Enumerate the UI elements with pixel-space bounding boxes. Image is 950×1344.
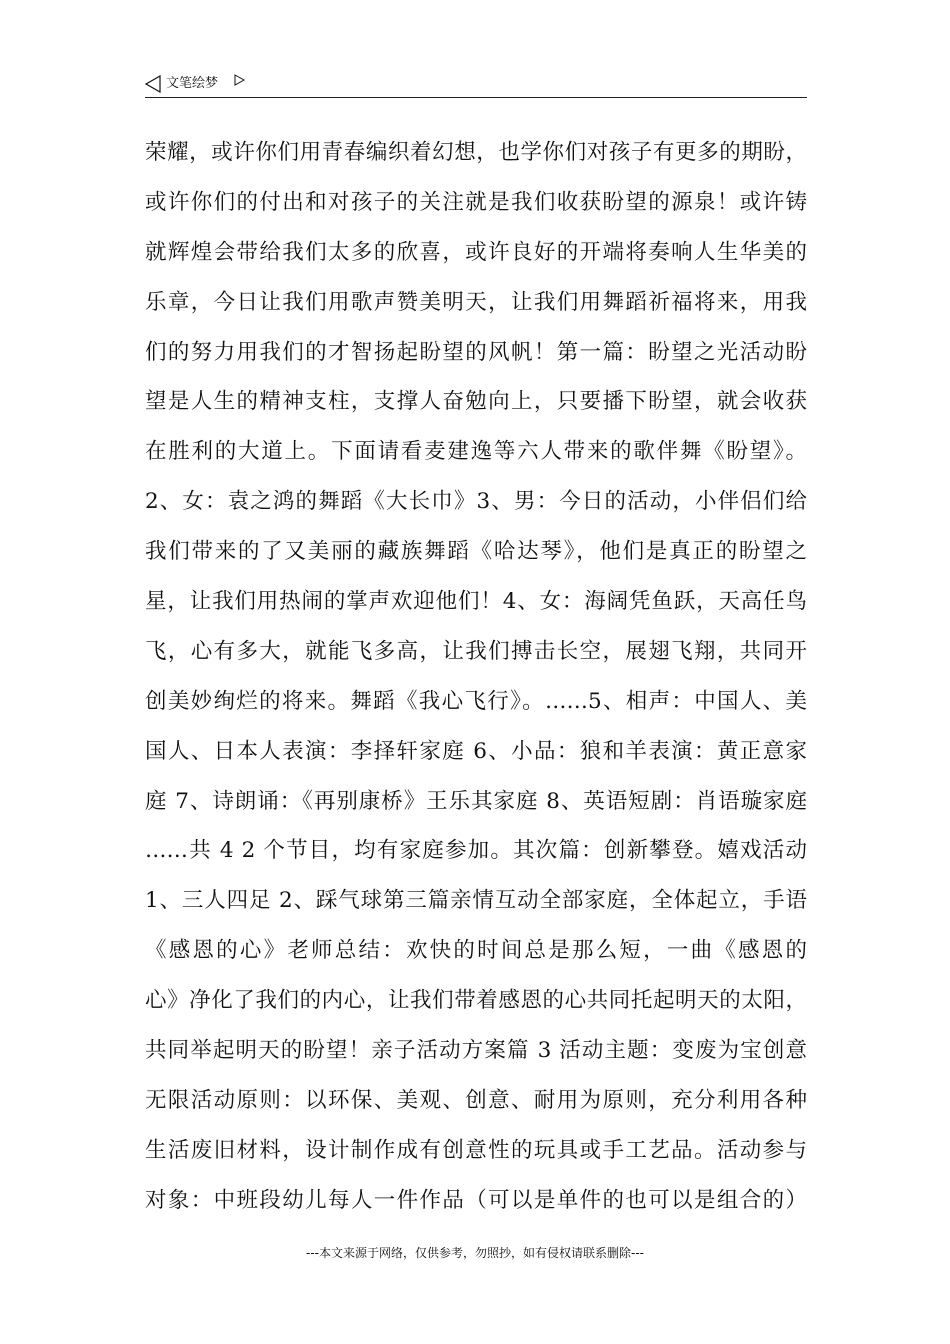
body-line: 《感恩的心》老师总结：欢快的时间总是那么短，一曲《感恩的 — [145, 938, 807, 964]
body-line: 荣耀，或许你们用青春编织着幻想，也学你们对孩子有更多的期盼， — [145, 140, 807, 165]
body-line: ……共 4 2 个节目，均有家庭参加。其次篇：创新攀登。嬉戏活动 — [145, 838, 807, 864]
body-line: 星，让我们用热闹的掌声欢迎他们！4、女：海阔凭鱼跃，天高任鸟 — [145, 589, 807, 615]
body-line: 2、女：袁之鸿的舞蹈《大长巾》3、男：今日的活动，小伴侣们给 — [145, 489, 807, 515]
body-line: 我们带来的了又美丽的藏族舞蹈《哈达琴》，他们是真正的盼望之 — [145, 539, 807, 565]
body-line: 乐章，今日让我们用歌声赞美明天，让我们用舞蹈祈福将来，用我 — [145, 289, 807, 315]
page-footer: ---本文来源于网络，仅供参考，勿照抄，如有侵权请联系删除--- — [306, 1246, 644, 1260]
body-line: 就辉煌会带给我们太多的欣喜，或许良好的开端将奏响人生华美的 — [145, 239, 807, 265]
body-line: 国人、日本人表演：李择轩家庭 6、小品：狼和羊表演：黄正意家 — [145, 738, 807, 764]
header-title: 文笔绘梦 — [166, 76, 219, 91]
body-line: 生活废旧材料，设计制作成有创意性的玩具或手工艺品。活动参与 — [145, 1137, 807, 1163]
body-line: 飞，心有多大，就能飞多高，让我们搏击长空，展翅飞翔，共同开 — [145, 638, 807, 664]
triangle-right-icon — [234, 74, 245, 86]
document-body — [145, 128, 807, 1226]
body-line: 或许你们的付出和对孩子的关注就是我们收获盼望的源泉！或许铸 — [145, 189, 807, 215]
body-line: 共同举起明天的盼望！亲子活动方案篇 3 活动主题：变废为宝创意 — [145, 1038, 807, 1064]
header-divider — [145, 97, 807, 98]
body-line: 庭 7、诗朗诵：《再别康桥》王乐其家庭 8、英语短剧：肖语璇家庭 — [145, 788, 807, 814]
body-line: 创美妙绚烂的将来。舞蹈《我心飞行》。……5、相声：中国人、美 — [145, 688, 807, 714]
body-line: 心》净化了我们的内心，让我们带着感恩的心共同托起明天的太阳， — [145, 988, 807, 1014]
body-line: 们的努力用我们的才智扬起盼望的风帆！第一篇：盼望之光活动盼 — [145, 339, 807, 365]
page-header — [145, 72, 807, 98]
body-line: 无限活动原则：以环保、美观、创意、耐用为原则，充分利用各种 — [145, 1087, 807, 1113]
body-line: 1、三人四足 2、踩气球第三篇亲情互动全部家庭，全体起立，手语 — [145, 888, 807, 914]
triangle-left-icon — [145, 75, 161, 93]
body-line: 望是人生的精神支柱，支撑人奋勉向上，只要播下盼望，就会收获 — [145, 389, 807, 415]
body-line: 在胜利的大道上。下面请看麦建逸等六人带来的歌伴舞《盼望》。 — [145, 439, 807, 465]
body-line: 对象：中班段幼儿每人一件作品（可以是单件的也可以是组合的） — [145, 1187, 807, 1213]
